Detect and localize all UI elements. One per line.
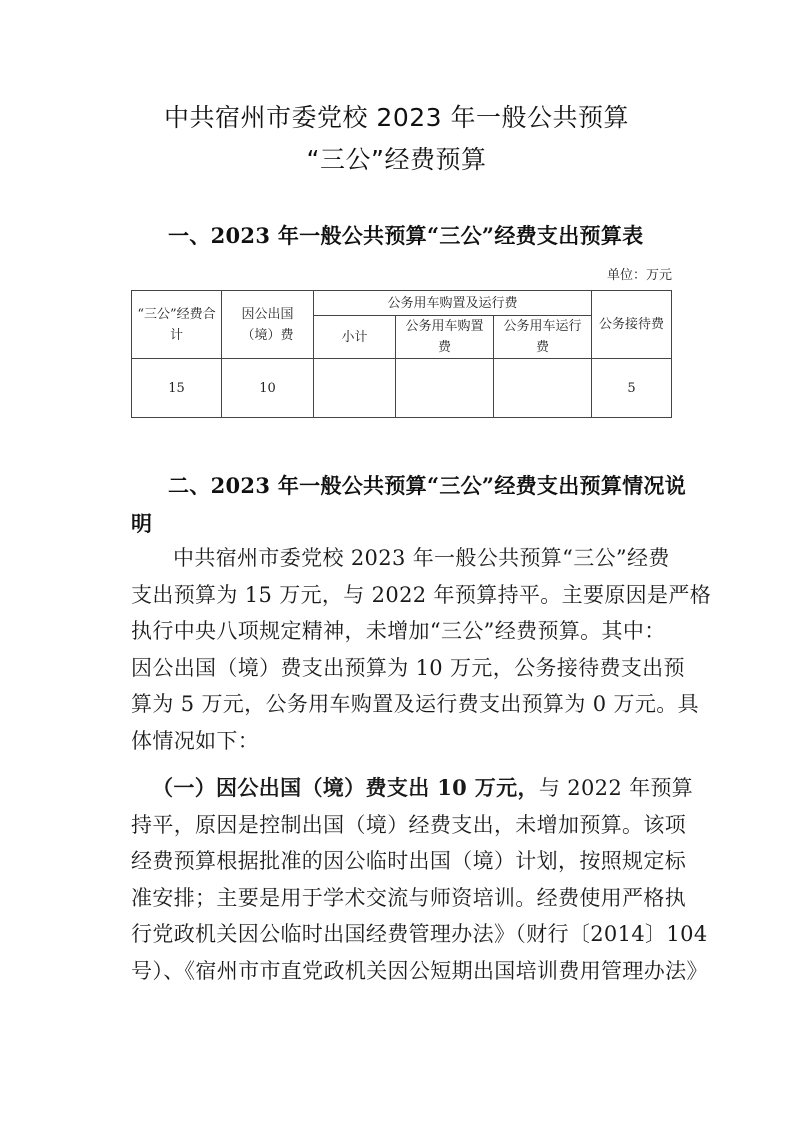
value-vehicle-purchase [396, 359, 494, 418]
paragraph-line: 体情况如下： [131, 728, 260, 753]
header-total: “三公”经费合计 [132, 291, 222, 359]
paragraph-line: 号）、《宿州市市直党政机关因公短期出国培训费用管理办法》 [131, 958, 708, 983]
paragraph-line: 执行中央八项规定精神，未增加“三公”经费预算。其中： [131, 619, 666, 643]
paragraph-line: 持平，原因是控制出国（境）经费支出，未增加预算。该项 [131, 812, 687, 837]
paragraph-line: 行党政机关因公临时出国经费管理办法》（财行〔2014〕104 [131, 922, 708, 946]
paragraph-text: 中共宿州市委党校 2023 年一般公共预算“三公”经费 [173, 546, 670, 570]
header-abroad: 因公出国（境）费 [222, 291, 314, 359]
section1-heading: 一、2023 年一般公共预算“三公”经费支出预算表 [168, 223, 644, 248]
document-title-line2: “三公”经费预算 [306, 145, 487, 174]
value-subtotal [314, 359, 396, 418]
paragraph-abroad-expense [131, 770, 708, 989]
header-vehicle-operation: 公务用车运行费 [494, 316, 592, 359]
paragraph-line: 因公出国（境）费支出预算为 10 万元，公务接待费支出预 [131, 655, 685, 680]
paragraph-line: 准安排；主要是用于学术交流与师资培训。经费使用严格执 [131, 885, 687, 910]
table-row [132, 359, 672, 418]
value-vehicle-operation [494, 359, 592, 418]
paragraph-text: 与 2022 年预算 [538, 776, 694, 800]
paragraph-line [131, 540, 676, 577]
value-total: 15 [132, 359, 222, 418]
unit-label: 单位：万元 [606, 268, 672, 283]
paragraph-line [131, 770, 694, 807]
value-abroad: 10 [222, 359, 314, 418]
subheading-abroad: （一）因公出国（境）费支出 10 万元， [152, 775, 539, 800]
header-reception: 公务接待费 [592, 291, 672, 359]
table-header-row [132, 291, 672, 316]
paragraph-line: 算为 5 万元，公务用车购置及运行费支出预算为 0 万元。具 [131, 692, 699, 716]
value-reception: 5 [592, 359, 672, 418]
paragraph-overview [131, 540, 712, 759]
paragraph-line: 支出预算为 15 万元，与 2022 年预算持平。主要原因是严格 [131, 582, 712, 607]
paragraph-line: 经费预算根据批准的因公临时出国（境）计划，按照规定标 [131, 849, 687, 873]
budget-table [131, 290, 672, 418]
section2-heading-continued: 明 [131, 511, 153, 536]
header-vehicle-group: 公务用车购置及运行费 [314, 291, 592, 316]
header-vehicle-purchase: 公务用车购置费 [396, 316, 494, 359]
header-subtotal: 小计 [314, 316, 396, 359]
document-title-line1: 中共宿州市委党校 2023 年一般公共预算 [163, 103, 630, 132]
section2-heading: 二、2023 年一般公共预算“三公”经费支出预算情况说 [168, 473, 687, 498]
